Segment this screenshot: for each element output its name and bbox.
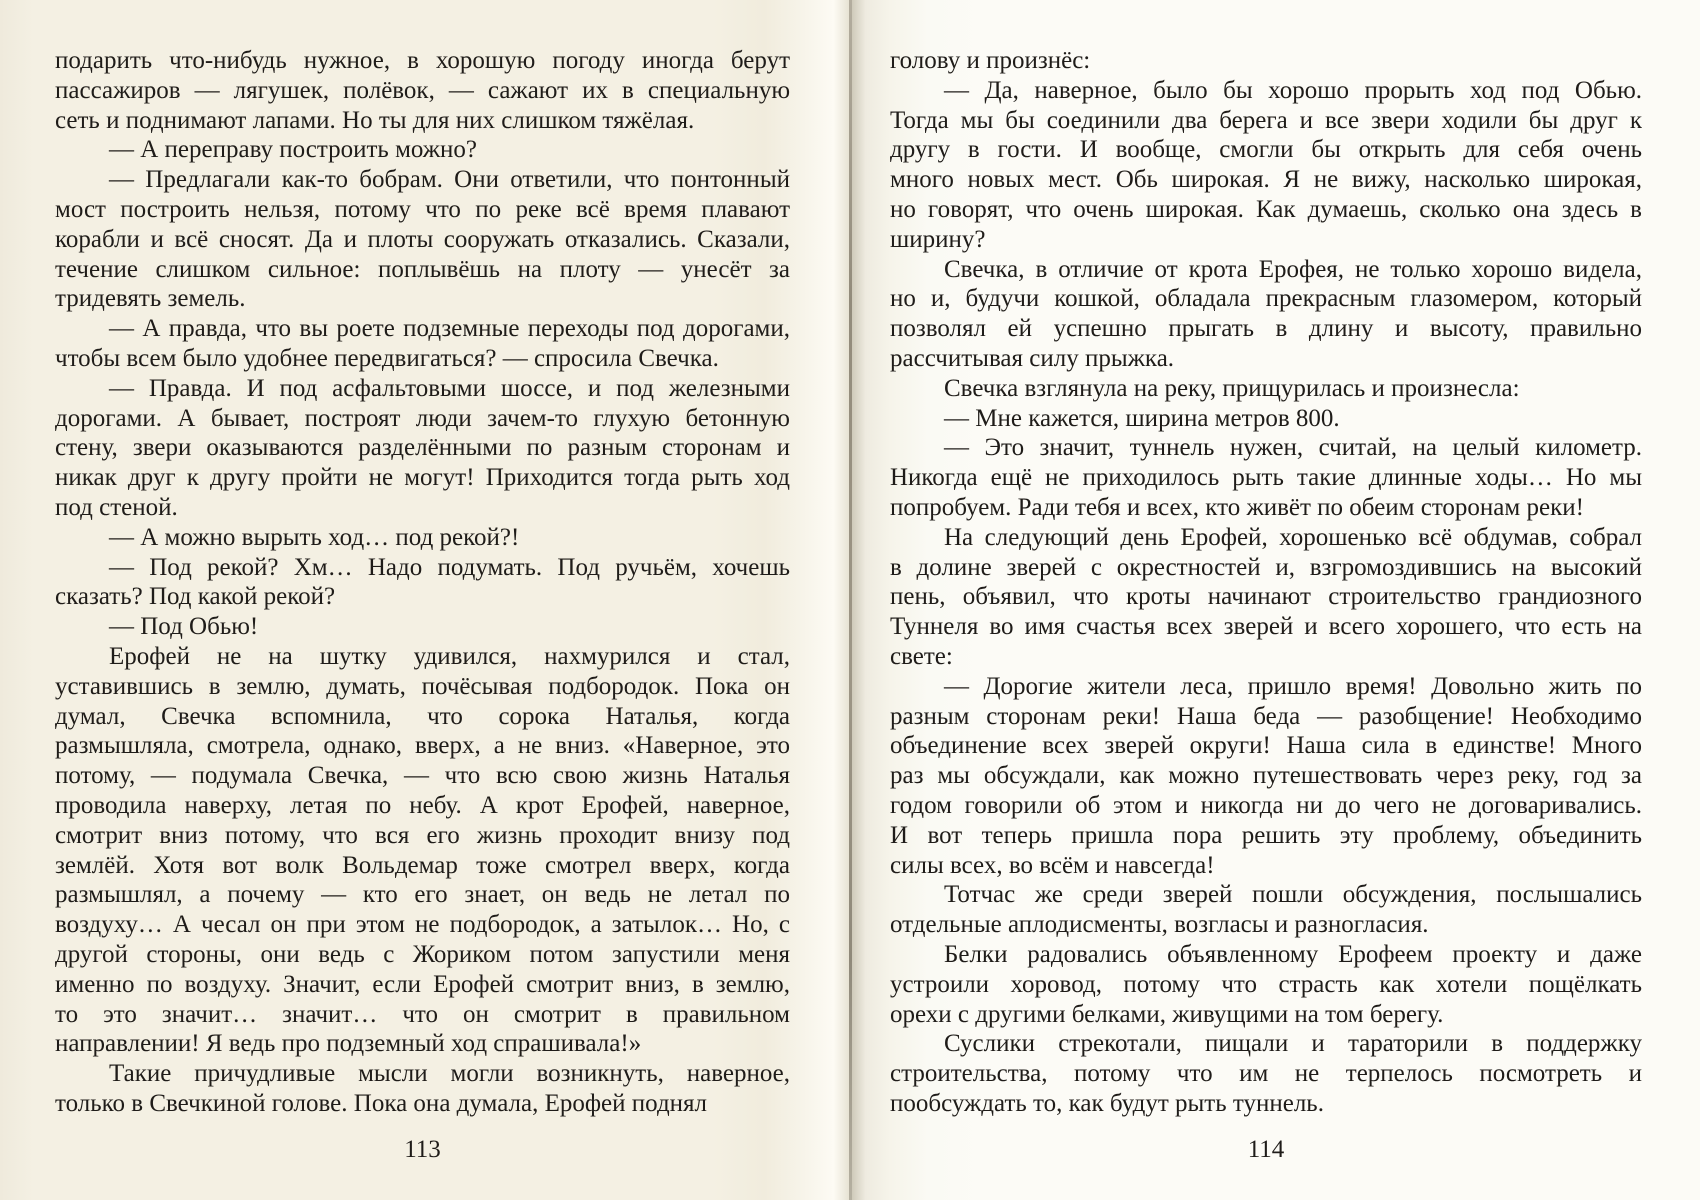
text-line: — Дорогие жители леса, пришло время! Довольно жить по bbox=[944, 672, 1642, 700]
text-line: сеть и поднимают лапами. Но ты для них слишком тяжёлая. bbox=[55, 106, 695, 134]
text-line: но и, будучи кошкой, обладала прекрасным глазомером, который bbox=[890, 285, 1642, 313]
text-line: ширину? bbox=[890, 225, 986, 253]
text-line: землёй. Хотя вот волк Вольдемар тоже смотрел вверх, когда bbox=[55, 851, 790, 879]
text-line: объединение всех зверей округи! Наша сила в единстве! Много bbox=[890, 732, 1642, 760]
text-line: но говорят, что очень широкая. Как думаешь, сколько она здесь в bbox=[890, 195, 1642, 223]
text-line: пень, объявил, что кроты начинают строительство грандиозного bbox=[890, 583, 1642, 611]
text-line: корабли и всё сносят. Да и плоты сооружать отказались. Сказали, bbox=[55, 225, 790, 253]
text-line: другой стороны, они ведь с Жориком потом запустили меня bbox=[55, 940, 790, 968]
text-line: Свечка, в отличие от крота Ерофея, не только хорошо видела, bbox=[944, 255, 1642, 283]
text-line: — Да, наверное, было бы хорошо прорыть ход под Обью. bbox=[944, 76, 1642, 104]
text-line: раз мы обсуждали, как можно путешествовать через реку, год за bbox=[890, 762, 1642, 790]
text-line: Туннеля во имя счастья всех зверей и всего хорошего, что есть на bbox=[890, 613, 1642, 641]
text-line: — Правда. И под асфальтовыми шоссе, и под железными bbox=[109, 374, 790, 402]
text-line: Никогда ещё не приходилось рыть такие длинные ходы… Но мы bbox=[890, 464, 1642, 492]
text-line: Свечка взглянула на реку, прищурилась и произнесла: bbox=[944, 374, 1520, 402]
text-line: направлении! Я ведь про подземный ход спрашивала!» bbox=[55, 1030, 642, 1058]
page-number-right: 114 bbox=[1247, 1136, 1285, 1163]
text-line: проводила наверху, летая по небу. А крот Ерофей, наверное, bbox=[55, 791, 790, 819]
text-line: течение слишком сильное: поплывёшь на плоту — унесёт за bbox=[55, 255, 790, 283]
text-line: — А правда, что вы роете подземные переходы под дорогами, bbox=[109, 315, 790, 343]
text-line: голову и произнёс: bbox=[890, 47, 1091, 74]
text-line: свете: bbox=[890, 642, 953, 670]
text-line: — Под рекой? Хм… Надо подумать. Под ручьём, хочешь bbox=[109, 553, 790, 581]
text-line: — А можно вырыть ход… под рекой?! bbox=[109, 523, 520, 551]
text-line: силы всех, во всём и навсегда! bbox=[890, 851, 1215, 879]
text-line: мост построить нельзя, потому что по реке всё время плавают bbox=[55, 195, 790, 223]
text-line: — Под Обью! bbox=[109, 613, 259, 641]
text-line: попробуем. Ради тебя и всех, кто живёт по обеим сторонам реки! bbox=[890, 493, 1584, 521]
text-line: тридевять земель. bbox=[55, 285, 246, 313]
text-line: — Предлагали как-то бобрам. Они ответили, что понтонный bbox=[109, 166, 790, 194]
text-line: размышлял, а почему — кто его знает, он ведь не летал по bbox=[55, 881, 790, 909]
text-line: никак друг к другу пройти не могут! Приходится тогда рыть ход bbox=[55, 464, 790, 492]
page-number-left: 113 bbox=[404, 1136, 441, 1163]
text-line: устроили хоровод, потому что страсть как хотели пощёлкать bbox=[890, 970, 1642, 998]
text-line: позволял ей успешно прыгать в длину и высоту, правильно bbox=[890, 315, 1642, 343]
left-page-text bbox=[55, 46, 790, 1119]
text-line: то это значит… значит… что он смотрит в правильном bbox=[55, 1000, 790, 1028]
text-line: На следующий день Ерофей, хорошенько всё обдумав, собрал bbox=[944, 523, 1642, 551]
text-line: смотрит вниз потому, что вся его жизнь проходит внизу под bbox=[55, 821, 790, 849]
text-line: разным сторонам реки! Наша беда — разобщение! Необходимо bbox=[890, 702, 1642, 730]
text-line: Тогда мы бы соединили два берега и все звери ходили бы друг к bbox=[890, 106, 1642, 134]
right-page-text bbox=[890, 46, 1642, 1119]
text-line: Ерофей не на шутку удивился, нахмурился и стал, bbox=[109, 642, 790, 670]
text-line: Суслики стрекотали, пищали и тараторили в поддержку bbox=[944, 1030, 1642, 1058]
text-line: пассажиров — лягушек, полёвок, — сажают их в специальную bbox=[55, 76, 790, 104]
text-line: Белки радовались объявленному Ерофеем проекту и даже bbox=[944, 940, 1642, 968]
text-line: — Это значит, туннель нужен, считай, на целый километр. bbox=[944, 434, 1642, 462]
text-line: Такие причудливые мысли могли возникнуть, наверное, bbox=[109, 1060, 790, 1088]
text-line: в долине зверей с окрестностей и, взгромоздившись на высокий bbox=[890, 553, 1642, 581]
text-line: отдельные аплодисменты, возгласы и разногласия. bbox=[890, 911, 1429, 939]
text-line: чтобы всем было удобнее передвигаться? — спросила Свечка. bbox=[55, 344, 719, 372]
text-line: строительства, потому что им не терпелось посмотреть и bbox=[890, 1060, 1642, 1088]
text-line: именно по воздуху. Значит, если Ерофей смотрит вниз, в землю, bbox=[55, 970, 790, 998]
text-line: — Мне кажется, ширина метров 800. bbox=[944, 404, 1340, 432]
text-line: другу в гости. И вообще, смогли бы открыть для себя очень bbox=[890, 136, 1642, 164]
text-line: И вот теперь пришла пора решить эту проблему, объединить bbox=[890, 821, 1642, 849]
text-line: сказать? Под какой рекой? bbox=[55, 583, 336, 611]
text-line: стену, звери оказываются разделёнными по разным сторонам и bbox=[55, 434, 790, 462]
text-line: думал, Свечка вспомнила, что сорока Наталья, когда bbox=[55, 702, 790, 730]
text-line: — А переправу построить можно? bbox=[109, 136, 478, 164]
text-line: орехи с другими белками, живущими на том берегу. bbox=[890, 1000, 1444, 1028]
text-line: под стеной. bbox=[55, 493, 178, 521]
text-line: пообсуждать то, как будут рыть туннель. bbox=[890, 1089, 1324, 1117]
text-line: воздуху… А чесал он при этом не подбородок, а затылок… Но, с bbox=[55, 911, 790, 939]
text-line: потому, — подумала Свечка, — что всю свою жизнь Наталья bbox=[55, 762, 790, 790]
text-line: размышляла, смотрела, однако, вверх, а не вниз. «Наверное, это bbox=[55, 732, 790, 760]
text-line: годом говорили об этом и никогда ни до чего не договаривались. bbox=[890, 791, 1642, 819]
text-line: дорогами. А бывает, построят люди зачем-то глухую бетонную bbox=[55, 404, 790, 432]
text-line: уставившись в землю, думать, почёсывая подбородок. Пока он bbox=[55, 672, 790, 700]
text-line: Тотчас же среди зверей пошли обсуждения, послышались bbox=[944, 881, 1642, 909]
text-line: только в Свечкиной голове. Пока она думала, Ерофей поднял bbox=[55, 1089, 708, 1117]
text-line: много новых мест. Обь широкая. Я не вижу, насколько широкая, bbox=[890, 166, 1642, 194]
text-line: рассчитывая силу прыжка. bbox=[890, 344, 1175, 372]
text-line: подарить что-нибудь нужное, в хорошую погоду иногда берут bbox=[55, 47, 790, 74]
